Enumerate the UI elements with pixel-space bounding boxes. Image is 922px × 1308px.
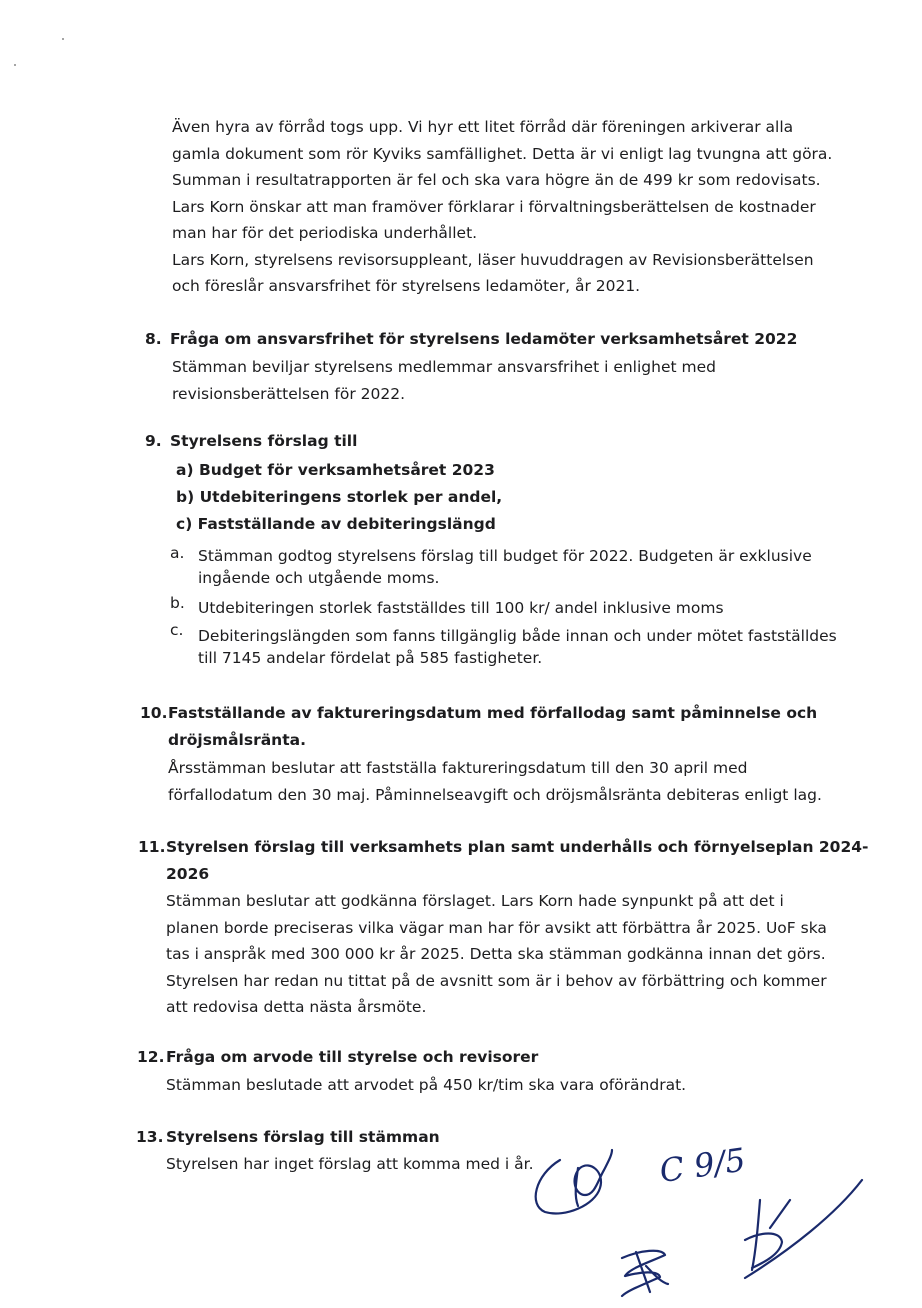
section-heading: Fråga om ansvarsfrihet för styrelsens ledamöter verksamhetsåret 2022 — [170, 330, 798, 348]
text-line: man har för det periodiska underhållet. — [172, 224, 478, 242]
heading-line: Styrelsen förslag till verksamhets plan samt underhålls och förnyelseplan 2024- — [166, 838, 869, 856]
text-line: Lars Korn önskar att man framöver förklarar i förvaltningsberättelsen de kostnader — [172, 197, 816, 216]
text-line: förfallodatum den 30 maj. Påminnelseavgift och dröjsmålsränta debiteras enligt lag. — [168, 785, 822, 804]
text-line: Stämman beviljar styrelsens medlemmar ansvarsfrihet i enlighet med — [172, 358, 716, 376]
list-marker: b. — [170, 594, 185, 612]
sub-heading: a) Budget för verksamhetsåret 2023 — [176, 461, 495, 479]
heading-line: Fastställande av faktureringsdatum med förfallodag samt påminnelse och — [168, 704, 818, 722]
heading-line: 2026 — [166, 864, 210, 883]
text-line: revisionsberättelsen för 2022. — [172, 384, 406, 403]
text-line: Styrelsen har redan nu tittat på de avsnitt som är i behov av förbättring och kommer — [166, 971, 827, 990]
list-marker: c. — [170, 621, 184, 639]
sub-heading: c) Fastställande av debiteringslängd — [176, 515, 496, 533]
text-line: Lars Korn, styrelsens revisorsuppleant, läser huvuddragen av Revisionsberättelsen — [172, 250, 814, 269]
section-heading: Styrelsens förslag till stämman — [166, 1128, 440, 1146]
section-number: 13. — [136, 1128, 164, 1146]
text-line: och föreslår ansvarsfrihet för styrelsens ledamöter, år 2021. — [172, 277, 641, 295]
sub-heading: b) Utdebiteringens storlek per andel, — [176, 488, 503, 506]
signature-initials-4 — [745, 1180, 862, 1278]
text-line: gamla dokument som rör Kyviks samfällighet. Detta är vi enligt lag tvungna att göra. — [172, 144, 833, 163]
text-line: tas i anspråk med 300 000 kr år 2025. Detta ska stämman godkänna innan det görs. — [166, 945, 826, 963]
text-line: Styrelsen har inget förslag att komma med i år. — [166, 1155, 534, 1173]
section-number: 9. — [145, 432, 162, 450]
section-number: 8. — [145, 330, 162, 348]
signature-initials-3 — [622, 1251, 668, 1296]
text-line: ingående och utgående moms. — [198, 569, 440, 587]
section-heading: Styrelsens förslag till — [170, 432, 358, 450]
text-line: Stämman godtog styrelsens förslag till budget för 2022. Budgeten är exklusive — [198, 547, 812, 565]
text-line: Årsstämman beslutar att fastställa faktureringsdatum till den 30 april med — [168, 759, 748, 777]
text-line: att redovisa detta nästa årsmöte. — [166, 998, 427, 1016]
text-line: Stämman beslutade att arvodet på 450 kr/tim ska vara oförändrat. — [166, 1076, 687, 1094]
text-line: Stämman beslutar att godkänna förslaget. Lars Korn hade synpunkt på att det i — [166, 892, 784, 910]
section-number: 11. — [138, 838, 166, 856]
text-line: till 7145 andelar fördelat på 585 fastigheter. — [198, 649, 543, 667]
text-line: Utdebiteringen storlek fastställdes till 100 kr/ andel inklusive moms — [198, 599, 724, 617]
signature-initials-2: C 9/5 — [657, 1140, 748, 1191]
heading-line: dröjsmålsränta. — [168, 730, 306, 749]
text-line: Debiteringslängden som fanns tillgänglig både innan och under mötet fastställdes — [198, 627, 837, 645]
signature-initials-1 — [536, 1150, 612, 1213]
section-number: 10. — [140, 704, 168, 722]
section-number: 12. — [137, 1048, 165, 1066]
text-line: planen borde preciseras vilka vägar man har för avsikt att förbättra år 2025. UoF ska — [166, 918, 827, 937]
list-marker: a. — [170, 544, 185, 562]
text-line: Även hyra av förråd togs upp. Vi hyr ett litet förråd där föreningen arkiverar alla — [172, 118, 794, 136]
text-line: Summan i resultatrapporten är fel och ska vara högre än de 499 kr som redovisats. — [172, 171, 821, 189]
section-heading: Fråga om arvode till styrelse och revisorer — [166, 1048, 539, 1066]
